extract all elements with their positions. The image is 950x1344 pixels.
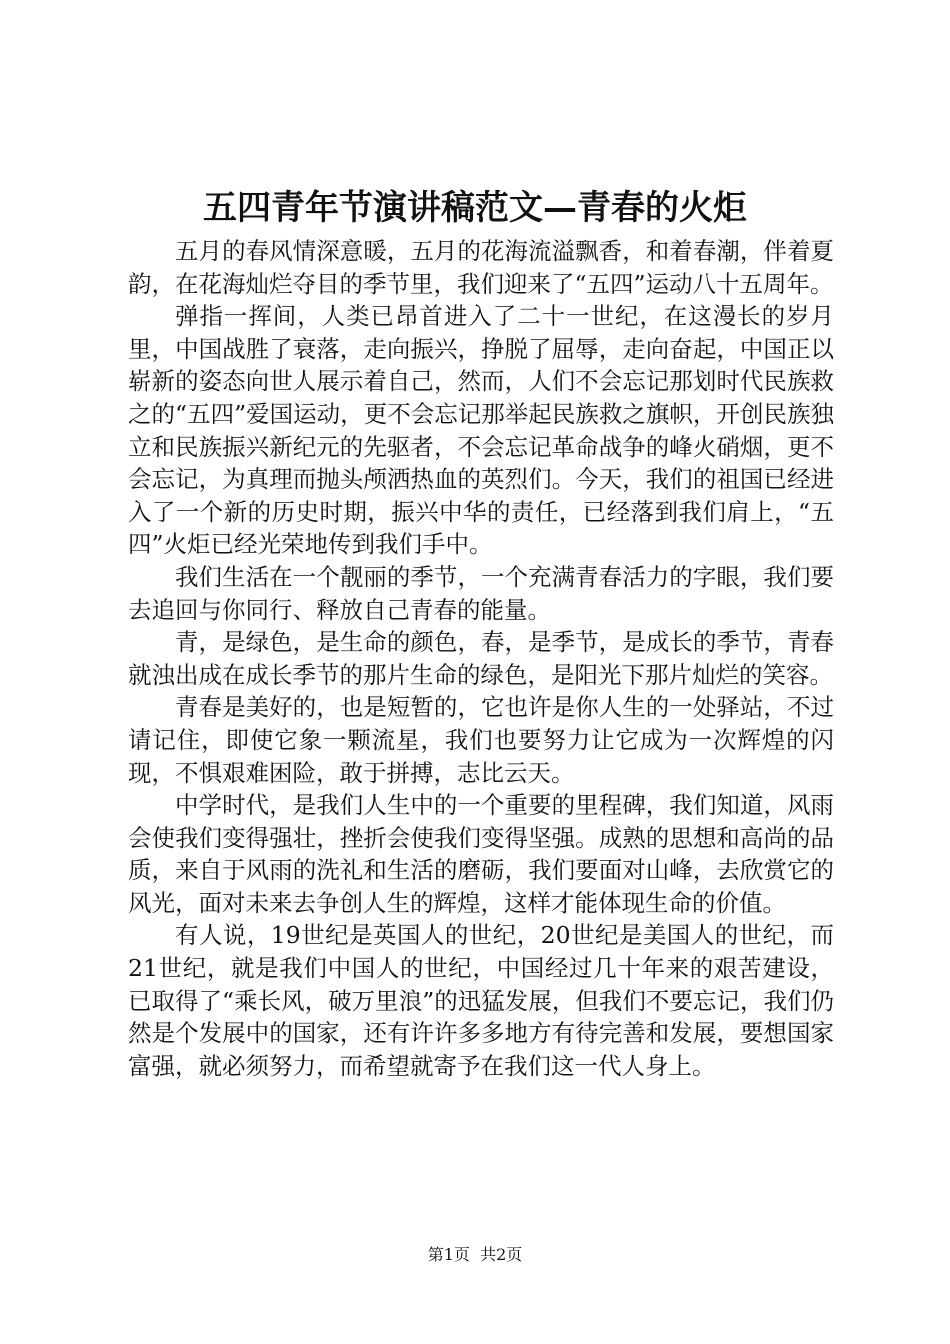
page-footer: [0, 1244, 950, 1266]
paragraph-6: 中学时代，是我们人生中的一个重要的里程碑，我们知道，风雨会使我们变得强壮，挫折会使我们变得坚强。成熟的思想和高尚的品质，来自于风雨的洗礼和生活的磨砺，我们要面对山峰，去欣赏它的风光，面对未来去争创人生的辉煌，这样才能体现生命的价值。: [128, 791, 834, 917]
document-title: 五四青年节演讲稿范文—青春的火炬: [203, 188, 747, 228]
paragraph-3: 我们生活在一个靓丽的季节，一个充满青春活力的字眼，我们要去追回与你同行、释放自己青春的能量。: [128, 562, 834, 624]
paragraph-2: 弹指一挥间，人类已昂首进入了二十一世纪，在这漫长的岁月里，中国战胜了衰落，走向振兴，挣脱了屈辱，走向奋起，中国正以崭新的姿态向世人展示着自己，然而，人们不会忘记那划时代民族救之的“五四”爱国运动，更不会忘记那举起民族救之旗帜，开创民族独立和民族振兴新纪元的先驱者，不会忘记革命战争的峰火硝烟，更不会忘记，为真理而抛头颅洒热血的英烈们。今天，我们的祖国已经进入了一个新的历史时期，振兴中华的责任，已经落到我们肩上，“五四”火炬已经光荣地传到我们手中。: [128, 302, 834, 559]
page-number-label: 第1页 共2页: [427, 1245, 523, 1264]
paragraph-1: 五月的春风情深意暖，五月的花海流溢飘香，和着春潮，伴着夏韵，在花海灿烂夺目的季节里，我们迎来了“五四”运动八十五周年。: [128, 237, 834, 298]
paragraph-5: 青春是美好的，也是短暂的，它也许是你人生的一处驿站，不过请记住，即使它象一颗流星，我们也要努力让它成为一次辉煌的闪现，不惧艰难困险，敢于拼搏，志比云天。: [128, 693, 834, 787]
paragraph-4: 青，是绿色，是生命的颜色，春，是季节，是成长的季节，青春就浊出成在成长季节的那片生命的绿色，是阳光下那片灿烂的笑容。: [128, 628, 834, 689]
document-body: [128, 235, 834, 1082]
paragraph-7: 有人说，19世纪是英国人的世纪，20世纪是美国人的世纪，而21世纪，就是我们中国人的世纪，中国经过几十年来的艰苦建设，已取得了“乘长风，破万里浪”的迅猛发展，但我们不要忘记，我们仍然是个发展中的国家，还有许许多多地方有待完善和发展，要想国家富强，就必须努力，而希望就寄予在我们这一代人身上。: [128, 921, 834, 1080]
